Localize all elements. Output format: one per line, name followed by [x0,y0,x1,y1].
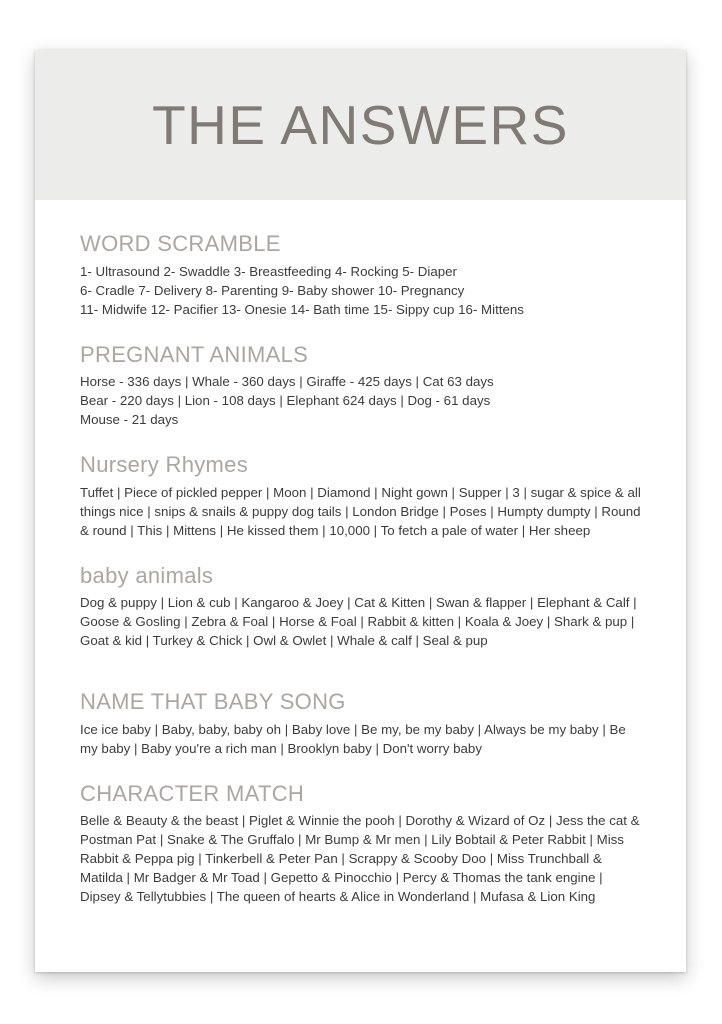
answer-line: Tuffet | Piece of pickled pepper | Moon | Diamond | Night gown | Supper | 3 | sugar & spice & all things nice | snips & snails & puppy dog tails | London Bridge | Poses | Humpty dumpty | Round & round | This | Mittens | He kissed them | 10,000 | To fetch a pale of water | Her sheep [80,484,641,538]
answer-section [80,451,641,540]
answer-sheet [35,50,686,972]
answer-line: Bear - 220 days | Lion - 108 days | Elephant 624 days | Dog - 61 days [80,393,491,408]
answer-line: Ice ice baby | Baby, baby, baby oh | Baby love | Be my, be my baby | Always be my baby | Be my baby | Baby you're a rich man | Brooklyn baby | Don't worry baby [80,721,626,756]
answer-section [80,230,641,319]
answers-content [35,200,686,906]
answer-section [80,562,641,651]
section-heading: CHARACTER MATCH [80,780,305,806]
answer-line: Dog & puppy | Lion & cub | Kangaroo & Joey | Cat & Kitten | Swan & flapper | Elephant & Calf | Goose & Gosling | Zebra & Foal | Horse & Foal | Rabbit & kitten | Koala & Joey | Shark & pup | Goat & kid | Turkey & Chick | Owl & Owlet | Whale & calf | Seal & pup [80,595,637,648]
section-answers [80,720,641,758]
answer-section [80,780,641,907]
answer-section [80,688,641,758]
answer-line: Horse - 336 days | Whale - 360 days | Giraffe - 425 days | Cat 63 days [80,374,494,389]
section-heading: NAME THAT BABY SONG [80,689,346,714]
section-answers [80,593,641,650]
section-answers [80,262,641,319]
answer-line: 6- Cradle 7- Delivery 8- Parenting 9- Baby shower 10- Pregnancy [80,282,465,298]
section-answers [80,372,641,429]
answer-section [80,341,641,430]
answer-line: Mouse - 21 days [80,412,179,427]
masthead-banner [35,50,686,200]
section-heading: PREGNANT ANIMALS [80,341,309,367]
answer-line: 11- Midwife 12- Pacifier 13- Onesie 14- Bath time 15- Sippy cup 16- Mittens [80,301,524,317]
page-title: THE ANSWERS [152,94,569,156]
section-heading: baby animals [80,562,214,588]
section-heading: WORD SCRAMBLE [80,231,281,256]
section-answers [80,811,641,906]
answer-line: Belle & Beauty & the beast | Piglet & Winnie the pooh | Dorothy & Wizard of Oz | Jess the cat & Postman Pat | Snake & The Gruffalo | Mr Bump & Mr men | Lily Bobtail & Peter Rabbit | Miss Rabbit & Peppa pig | Tinkerbell & Peter Pan | Scrappy & Scooby Doo | Miss Trunchball & Matilda | Mr Badger & Mr Toad | Gepetto & Pinocchio | Percy & Thomas the tank engine | Dipsey & Tellytubbies | The queen of hearts & Alice in Wonderland | Mufasa & Lion King [80,813,640,904]
section-answers [80,483,641,540]
section-heading: Nursery Rhymes [80,452,249,477]
answer-line: 1- Ultrasound 2- Swaddle 3- Breastfeeding 4- Rocking 5- Diaper [80,263,457,279]
